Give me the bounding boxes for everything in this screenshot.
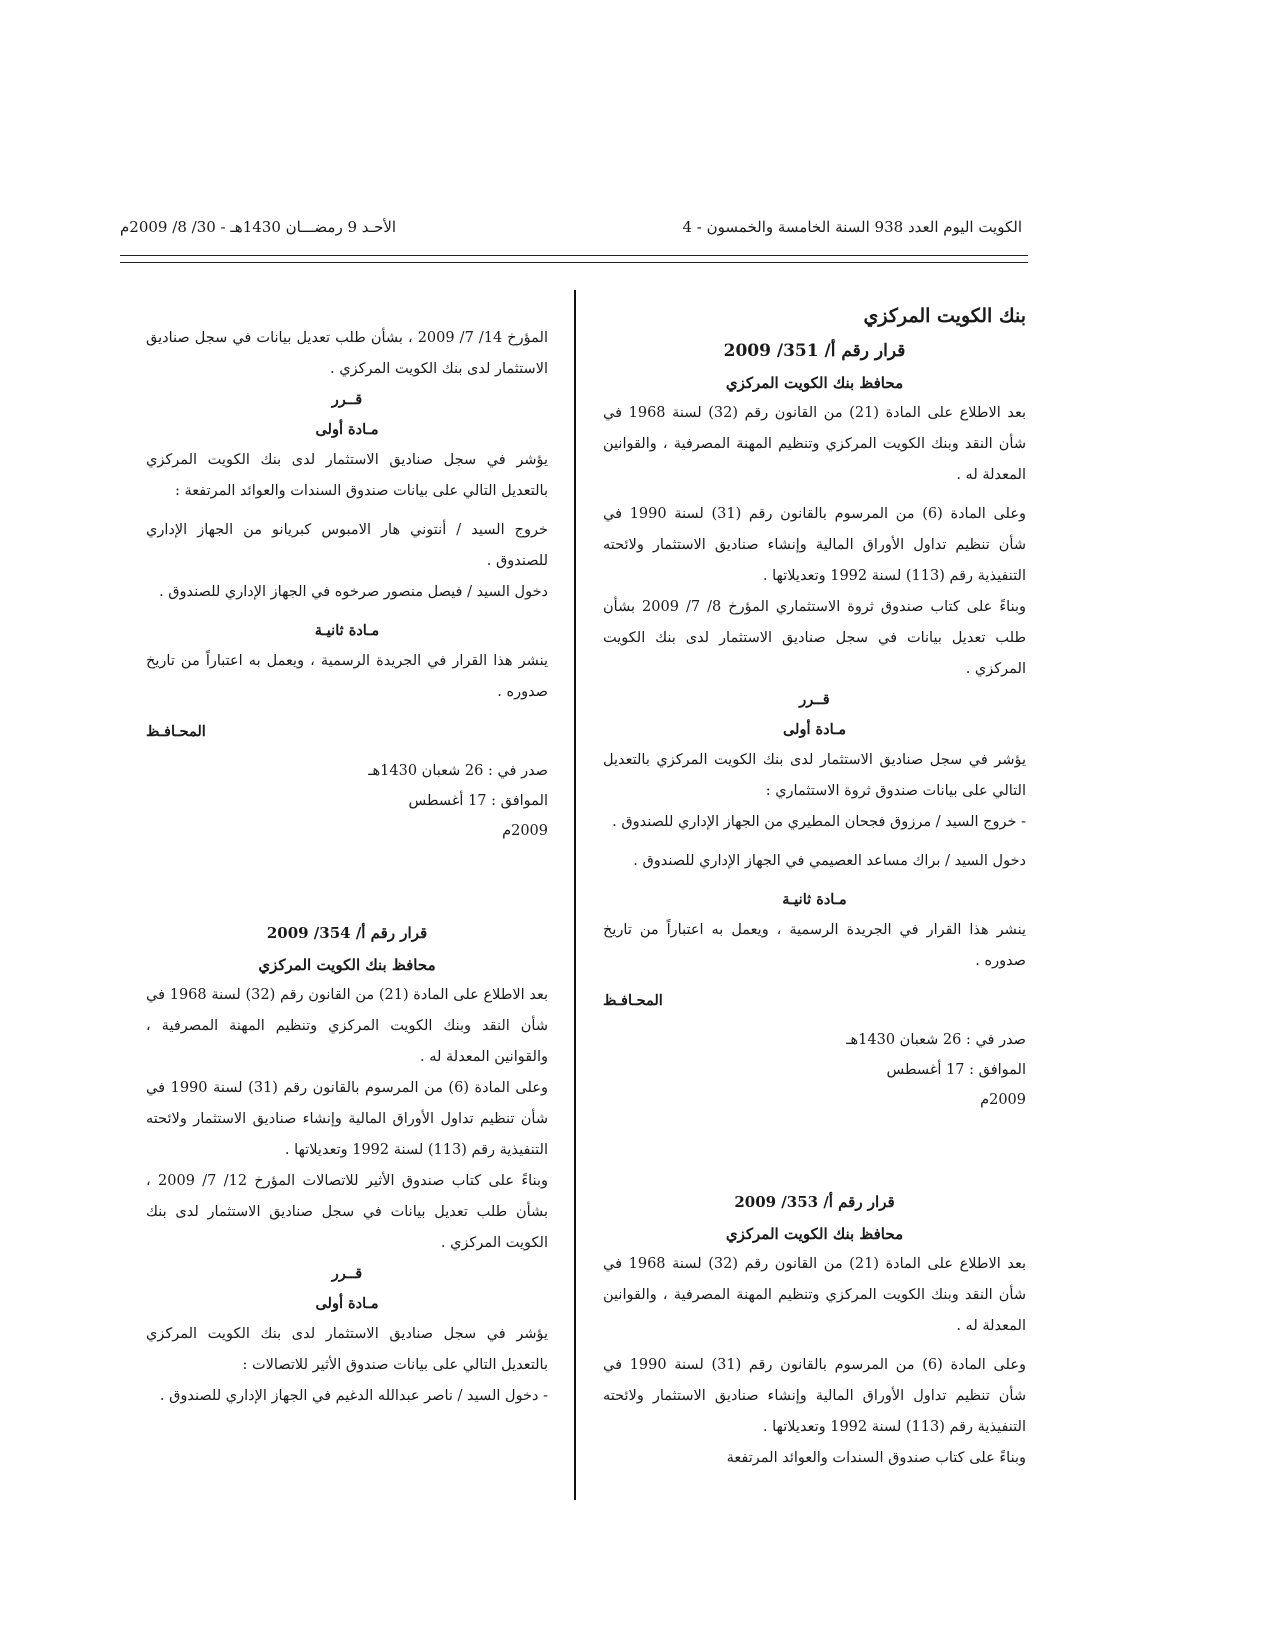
resolution-issuer: محافظ بنك الكويت المركزي: [725, 1225, 904, 1243]
resolution-353-continued: [146, 323, 548, 846]
article-item: دخول السيد / فيصل منصور صرخوه في الجهاز الإداري للصندوق .: [159, 584, 548, 600]
resolution-title: قرار رقم أ/ 351/ 2009: [723, 341, 906, 361]
right-column: [603, 298, 1026, 1474]
signer: المحـافـظ: [146, 723, 206, 740]
article-text: يؤشر في سجل صناديق الاستثمار لدى بنك الكويت المركزي بالتعديل التالي على بيانات صندوق ثروة الاستثماري :: [603, 752, 1026, 799]
article-text: يؤشر في سجل صناديق الاستثمار لدى بنك الكويت المركزي بالتعديل التالي على بيانات صندوق الأثير للاتصالات :: [146, 1326, 548, 1373]
article-heading: مـادة أولى: [782, 721, 847, 738]
issue-date: صدر في : 26 شعبان 1430هـ: [368, 763, 548, 779]
article-heading: مـادة ثانيـة: [782, 891, 847, 908]
bank-title: بنك الكويت المركزي: [863, 305, 1026, 327]
article-text: يؤشر في سجل صناديق الاستثمار لدى بنك الكويت المركزي بالتعديل التالي على بيانات صندوق السندات والعوائد المرتفعة :: [146, 452, 548, 499]
column-divider: [574, 290, 576, 1500]
signer: المحـافـظ: [603, 992, 663, 1009]
resolution-title: قرار رقم أ/ 353/ 2009: [734, 1193, 895, 1211]
decides-heading: قــرر: [331, 1265, 363, 1282]
preamble-paragraph: بعد الاطلاع على المادة (21) من القانون رقم (32) لسنة 1968 في شأن النقد وبنك الكويت المركزي وتنظيم المهنة المصرفية ، والقوانين المعدلة له .: [603, 405, 1027, 483]
resolution-354: [146, 916, 548, 1412]
running-header-issue: الكويت اليوم العدد 938 السنة الخامسة والخمسون - 4: [682, 218, 1022, 236]
article-heading: مـادة أولى: [315, 421, 379, 438]
header-rule-thin: [120, 262, 1028, 263]
preamble-paragraph: وبناءً على كتاب صندوق السندات والعوائد المرتفعة: [726, 1450, 1026, 1466]
gregorian-date: الموافق : 17 أغسطس 2009م: [408, 793, 548, 839]
issue-date: صدر في : 26 شعبان 1430هـ: [846, 1032, 1026, 1048]
preamble-paragraph: وعلى المادة (6) من المرسوم بالقانون رقم (31) لسنة 1990 في شأن تنظيم تداول الأوراق المالية وإنشاء صناديق الاستثمار ولائحته التنفيذية رقم (113) لسنة 1992 وتعديلاتها .: [603, 1357, 1026, 1435]
preamble-paragraph: بعد الاطلاع على المادة (21) من القانون رقم (32) لسنة 1968 في شأن النقد وبنك الكويت المركزي وتنظيم المهنة المصرفية ، والقوانين المعدلة له .: [603, 1256, 1027, 1334]
article-heading: مـادة أولى: [315, 1295, 379, 1312]
article-item: خروج السيد / أنتوني هار الامبوس كبريانو من الجهاز الإداري للصندوق .: [146, 522, 548, 569]
preamble-paragraph: وعلى المادة (6) من المرسوم بالقانون رقم (31) لسنة 1990 في شأن تنظيم تداول الأوراق المالية وإنشاء صناديق الاستثمار ولائحته التنفيذية رقم (113) لسنة 1992 وتعديلاتها .: [146, 1080, 548, 1158]
article-item: دخول السيد / براك مساعد العصيمي في الجهاز الإداري للصندوق .: [633, 853, 1026, 869]
decides-heading: قــرر: [331, 391, 363, 408]
decides-heading: قــرر: [799, 691, 830, 708]
header-rule: [120, 255, 1028, 256]
preamble-paragraph: بعد الاطلاع على المادة (21) من القانون رقم (32) لسنة 1968 في شأن النقد وبنك الكويت المركزي وتنظيم المهنة المصرفية ، والقوانين المعدلة له .: [146, 987, 548, 1065]
article-text: ينشر هذا القرار في الجريدة الرسمية ، ويعمل به اعتباراً من تاريخ صدوره .: [603, 922, 1026, 969]
resolution-351: [603, 334, 1026, 1115]
preamble-paragraph: وبناءً على كتاب صندوق الأثير للاتصالات المؤرخ 12/ 7/ 2009 ، بشأن طلب تعديل بيانات في سجل صناديق الاستثمار لدى بنك الكويت المركزي .: [146, 1173, 548, 1251]
resolution-title: قرار رقم أ/ 354/ 2009: [266, 924, 428, 942]
continued-paragraph: المؤرخ 14/ 7/ 2009 ، بشأن طلب تعديل بيانات في سجل صناديق الاستثمار لدى بنك الكويت المركزي .: [146, 330, 548, 377]
resolution-issuer: محافظ بنك الكويت المركزي: [725, 374, 904, 392]
running-header-date: الأحـد 9 رمضـــان 1430هـ - 30/ 8/ 2009م: [120, 218, 397, 236]
article-item: - خروج السيد / مرزوق فجحان المطيري من الجهاز الإداري للصندوق .: [612, 814, 1026, 830]
preamble-paragraph: وعلى المادة (6) من المرسوم بالقانون رقم (31) لسنة 1990 في شأن تنظيم تداول الأوراق المالية وإنشاء صناديق الاستثمار ولائحته التنفيذية رقم (113) لسنة 1992 وتعديلاتها .: [603, 506, 1026, 584]
left-column: [146, 323, 548, 1412]
resolution-issuer: محافظ بنك الكويت المركزي: [258, 956, 436, 974]
article-heading: مـادة ثانيـة: [314, 622, 380, 639]
article-item: - دخول السيد / ناصر عبدالله الدغيم في الجهاز الإداري للصندوق .: [159, 1388, 548, 1404]
article-text: ينشر هذا القرار في الجريدة الرسمية ، ويعمل به اعتباراً من تاريخ صدوره .: [146, 653, 548, 700]
resolution-353: [603, 1185, 1026, 1474]
preamble-paragraph: وبناءً على كتاب صندوق ثروة الاستثماري المؤرخ 8/ 7/ 2009 بشأن طلب تعديل بيانات في سجل صناديق الاستثمار لدى بنك الكويت المركزي .: [603, 599, 1026, 677]
gregorian-date: الموافق : 17 أغسطس 2009م: [886, 1062, 1026, 1108]
